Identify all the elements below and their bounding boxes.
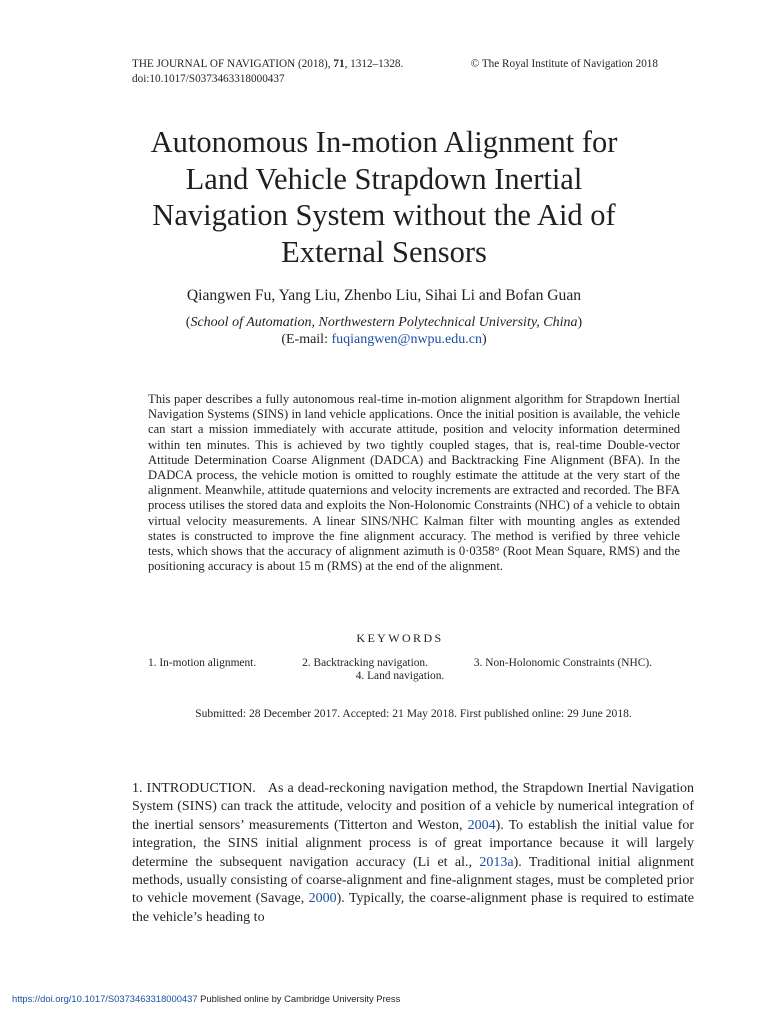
copyright-notice: © The Royal Institute of Navigation 2018 — [470, 58, 658, 70]
keywords-row — [148, 656, 652, 670]
email-suffix: ) — [482, 332, 487, 347]
citation-link[interactable]: 2000 — [308, 891, 337, 907]
intro-text: As a dead-reckoning navigation method, the Strapdown Inertial Navigation System (SINS) can track the attitude, velocity and position of a vehicle by numerical integration of the inertial sensors’ measurements (Titterton and Weston, — [132, 781, 695, 833]
title-line: Autonomous In-motion Alignment for — [150, 125, 618, 159]
intro-text: ). To establish the initial value for integration, the SINS initial alignment process is of great importance because it will largely determine the subsequent navigation accuracy (Li et al., — [132, 817, 694, 870]
affiliation — [100, 314, 668, 331]
title-line: Navigation System without the Aid of — [152, 198, 616, 232]
title-line: Land Vehicle Strapdown Inertial — [185, 161, 583, 196]
section-heading: 1. INTRODUCTION. — [132, 781, 256, 796]
doi-footer-link[interactable]: https://doi.org/10.1017/S0373463318000437 — [12, 993, 198, 1004]
author-list: Qiangwen Fu, Yang Liu, Zhenbo Liu, Sihai Li and Bofan Guan — [186, 287, 582, 304]
keywords-heading: KEYWORDS — [356, 631, 444, 645]
doi-line: doi:10.1017/S0373463318000437 — [132, 73, 285, 85]
paper-title — [100, 124, 668, 270]
journal-pages: , 1312–1328. — [344, 58, 404, 70]
citation-link[interactable]: 2013a — [479, 854, 514, 870]
affiliation-close-paren: ) — [577, 315, 583, 330]
publication-dates: Submitted: 28 December 2017. Accepted: 21 May 2018. First published online: 29 June 2018. — [195, 707, 632, 720]
intro-text: ). Traditional initial alignment methods, usually consisting of coarse-alignment and fine-alignment stages, must be completed prior to vehicle movement (Savage, — [132, 854, 695, 907]
keyword-item: 2. Backtracking navigation. — [302, 657, 428, 669]
intro-text: ). Typically, the coarse-alignment phase is required to estimate the vehicle’s heading to — [132, 891, 694, 925]
keyword-item: 4. Land navigation. — [355, 670, 445, 682]
introduction-paragraph — [132, 780, 694, 927]
affiliation-text: School of Automation, Northwestern Polytechnical University, China — [190, 315, 578, 330]
keywords-row — [100, 669, 700, 683]
keyword-item: 3. Non-Holonomic Constraints (NHC). — [473, 657, 652, 669]
title-line: External Sensors — [281, 234, 487, 269]
journal-name: THE JOURNAL OF NAVIGATION (2018), — [132, 58, 334, 70]
page-footer — [12, 993, 400, 1005]
email-link[interactable]: fuqiangwen@nwpu.edu.cn — [331, 332, 482, 347]
contact-email-line — [100, 331, 668, 348]
keyword-item: 1. In-motion alignment. — [148, 657, 257, 669]
abstract: This paper describes a fully autonomous real-time in-motion alignment algorithm for Strapdown Inertial Navigation Systems (SINS) in land vehicle applications. Once the initial position is available, the vehicle can start a mission immediately with accurate attitude, position and velocity information determined within ten minutes. This is achieved by two tightly coupled stages, that is, real-time Double-vector Attitude Determination Coarse Alignment (DADCA) and Backtracking Fine Alignment (BFA). In the DADCA process, the vehicle motion is omitted to roughly estimate the attitude at the very start of the alignment. Meanwhile, attitude quaternions and velocity increments are extracted and recorded. The BFA process utilises the stored data and exploits the Non-Holonomic Constraints (NHC) of a vehicle to obtain virtual velocity measurements. A linear SINS/NHC Kalman filter with mounting angles as extended states is constructed to improve the fine alignment accuracy. The method is verified by three vehicle tests, which shows that the accuracy of alignment azimuth is 0·0358° (Root Mean Square, RMS) and the positioning accuracy is about 15 m (RMS) at the end of the alignment. — [148, 392, 680, 574]
email-prefix: (E-mail: — [281, 332, 332, 347]
affiliation-open-paren: ( — [185, 315, 191, 330]
citation-link[interactable]: 2004 — [467, 817, 496, 833]
journal-volume: 71 — [333, 58, 345, 70]
publisher-note: Published online by Cambridge University Press — [197, 993, 401, 1004]
journal-citation-line — [132, 57, 658, 71]
